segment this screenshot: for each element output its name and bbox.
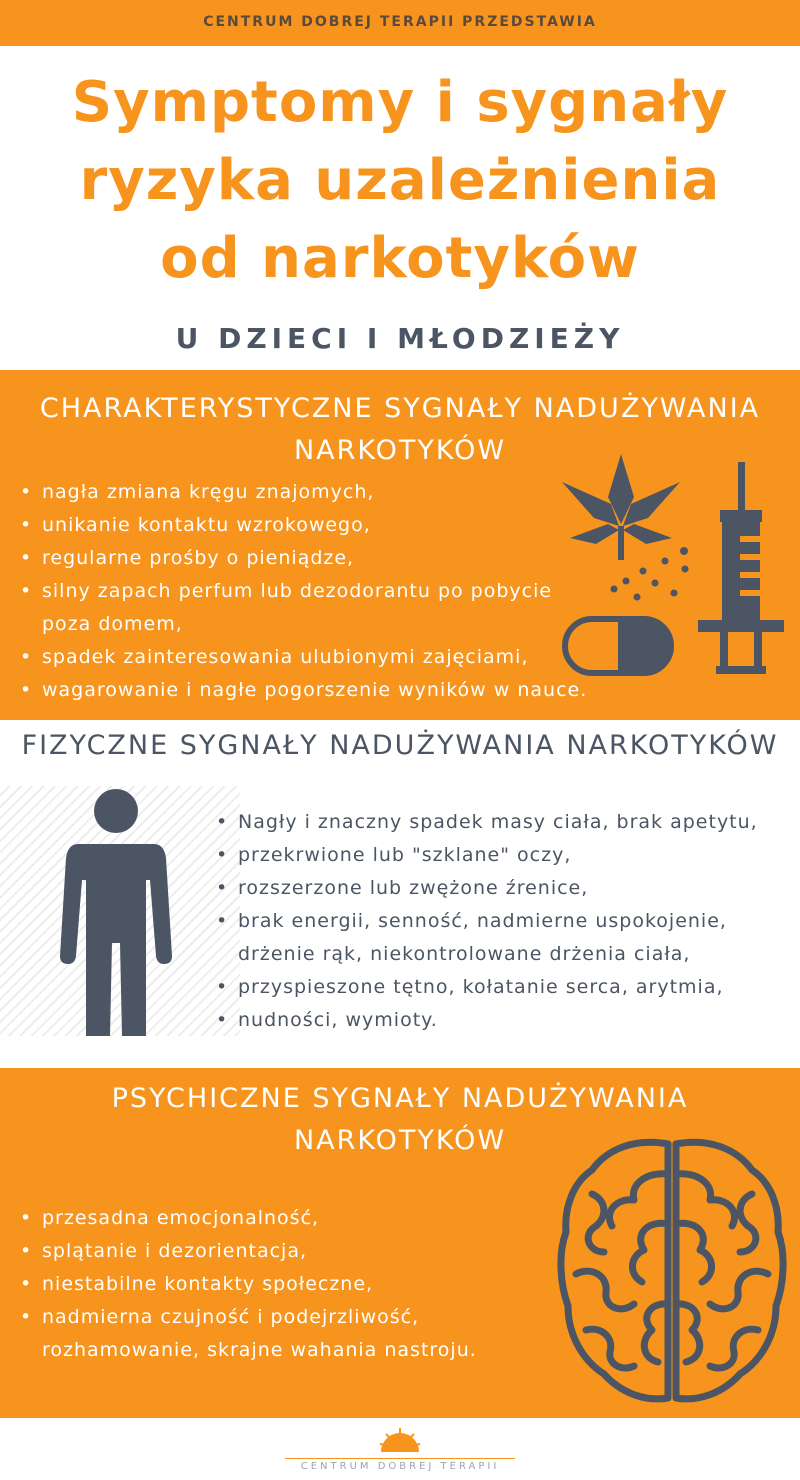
page-title-line-1: Symptomy i sygnały [71, 70, 729, 135]
list-item: • splątanie i dezorientacja, [20, 1235, 540, 1268]
page-title-line-2: ryzyka uzależnienia [79, 148, 721, 213]
footer-divider [285, 1458, 515, 1459]
list-item: • brak energii, senność, nadmierne uspokojenie, [216, 905, 800, 938]
psychological-heading-line-1: PSYCHICZNE SYGNAŁY NADUŻYWANIA [111, 1083, 689, 1114]
footer-brand: CENTRUM DOBREJ TERAPII [300, 1461, 500, 1472]
list-item: • nagła zmiana kręgu znajomych, [20, 476, 660, 509]
list-item: poza domem, [42, 613, 183, 635]
behavioral-heading-line-2: NARKOTYKÓW [293, 435, 507, 466]
list-item: • regularne prośby o pieniądze, [20, 542, 660, 575]
list-item: • niestabilne kontakty społeczne, [20, 1268, 540, 1301]
list-item: • rozszerzone lub zwężone źrenice, [216, 872, 800, 905]
pill-icon [562, 616, 674, 676]
physical-list [216, 806, 800, 1037]
psychological-heading-line-2: NARKOTYKÓW [293, 1125, 507, 1156]
list-item: • przyspieszone tętno, kołatanie serca, arytmia, [216, 971, 800, 1004]
page-title-line-3: od narkotyków [160, 226, 640, 291]
page-subtitle: U DZIECI I MŁODZIEŻY [175, 322, 625, 355]
page-title [0, 64, 800, 298]
physical-heading: FIZYCZNE SYGNAŁY NADUŻYWANIA NARKOTYKÓW [21, 730, 779, 761]
list-item: drżenie rąk, niekontrolowane drżenia ciała, [238, 943, 691, 965]
syringe-icon [698, 460, 788, 676]
list-item: • nudności, wymioty. [216, 1004, 800, 1037]
psychological-list [20, 1202, 540, 1367]
powder-dots-icon [610, 545, 695, 605]
list-item: • unikanie kontaktu wzrokowego, [20, 509, 660, 542]
list-item: • nadmierna czujność i podejrzliwość, [20, 1301, 540, 1334]
list-item: • Nagły i znaczny spadek masy ciała, brak apetytu, [216, 806, 800, 839]
list-item: rozhamowanie, skrajne wahania nastroju. [42, 1339, 477, 1361]
sun-logo-icon [378, 1426, 422, 1454]
brain-icon [556, 1134, 788, 1408]
list-item: • spadek zainteresowania ulubionymi zajęciami, [20, 641, 660, 674]
list-item: • wagarowanie i nagłe pogorszenie wyników w nauce. [20, 674, 660, 707]
person-icon [60, 788, 172, 1038]
list-item: • przesadna emocjonalność, [20, 1202, 540, 1235]
header-tagline: CENTRUM DOBREJ TERAPII PRZEDSTAWIA [203, 14, 597, 30]
list-item: • silny zapach perfum lub dezodorantu po pobycie [20, 575, 660, 608]
list-item: • przekrwione lub "szklane" oczy, [216, 839, 800, 872]
behavioral-heading-line-1: CHARAKTERYSTYCZNE SYGNAŁY NADUŻYWANIA [39, 393, 761, 424]
